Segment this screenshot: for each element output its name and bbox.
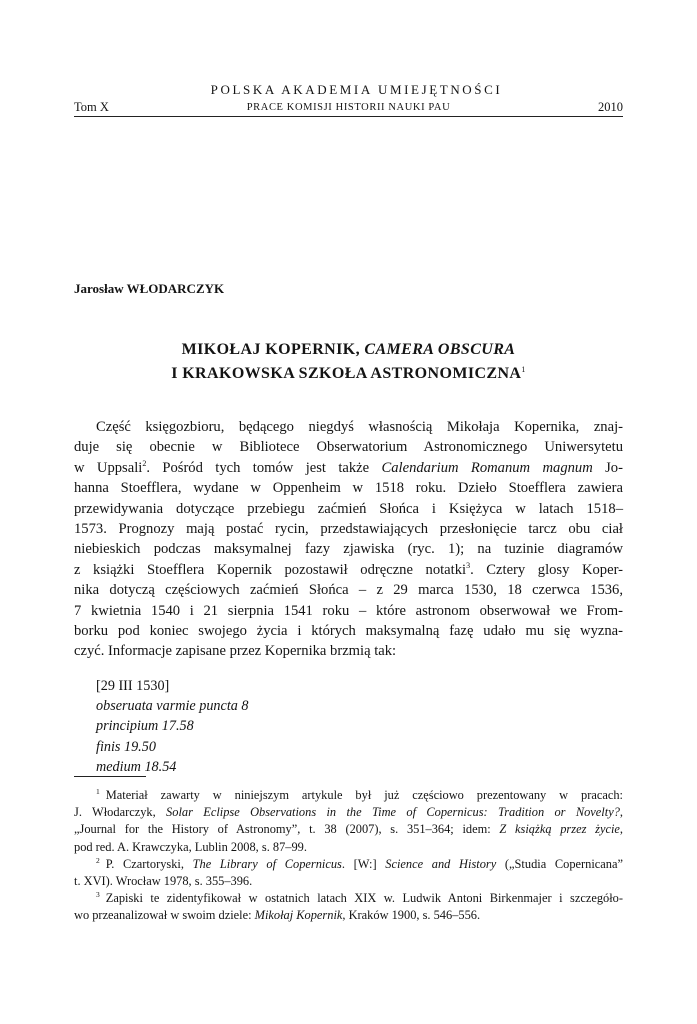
text-line <box>74 560 623 580</box>
header-rule <box>74 116 623 117</box>
footnote-3 <box>74 890 623 907</box>
text-run: Materiał zawarty w niniejszym artykule był już częściowo prezentowany w pracach: <box>105 788 623 802</box>
publisher-name: POLSKA AKADEMIA UMIEJĘTNOŚCI <box>210 82 503 97</box>
cited-title: Mikołaj Kopernik <box>254 908 343 923</box>
footnote-1 <box>74 787 623 804</box>
text-run: z książki Stoefflera Kopernik pozostawił odręczne notatki <box>74 561 467 578</box>
footnotes <box>74 787 623 925</box>
footnote-line <box>74 907 623 924</box>
title-text: I KRAKOWSKA SZKOŁA ASTRONOMICZNA <box>171 365 522 382</box>
text-run: , Kraków 1900, s. 546–556. <box>342 908 481 923</box>
footnote-number: 3 <box>96 890 100 900</box>
text-line: Część księgozbioru, będącego niegdyś własnością Mikołaja Kopernika, znaj- <box>96 419 623 435</box>
text-line: czyć. Informacje zapisane przez Kopernika brzmią tak: <box>74 643 397 660</box>
footnote-2 <box>74 856 623 873</box>
footnote-line <box>74 821 623 838</box>
text-run: wo przeanalizował w swoim dziele: <box>74 908 255 923</box>
article-title <box>74 340 623 384</box>
note-line: medium 18.54 <box>96 758 177 775</box>
copernicus-notes <box>96 676 249 777</box>
footnote-ref[interactable]: 2 <box>142 458 147 468</box>
running-header <box>74 99 623 116</box>
footnote-line <box>74 804 623 821</box>
title-line-2 <box>74 360 623 384</box>
text-run: („Studia Copernicana” <box>496 856 623 871</box>
text-run: „Journal for the History of Astronomy”, t. 38 (2007), s. 351–364; idem: <box>74 822 500 837</box>
book-title: Calendarium Romanum magnum <box>381 459 593 476</box>
footnote-separator <box>74 776 146 777</box>
title-line-1 <box>74 340 623 360</box>
footnote-number: 1 <box>96 787 100 796</box>
title-text: MIKOŁAJ KOPERNIK, <box>181 341 365 358</box>
text-line <box>74 458 623 478</box>
text-run: P. Czartoryski, <box>105 856 193 871</box>
text-line: hanna Stoefflera, wydane w Oppenheim w 1518 roku. Dzieło Stoefflera zawiera <box>74 480 623 497</box>
note-line: obseruata varmie puncta 8 <box>96 698 249 715</box>
author-name: Jarosław WŁODARCZYK <box>74 281 225 296</box>
footnote-number: 2 <box>96 855 100 865</box>
footnote-ref[interactable]: 1 <box>521 365 526 374</box>
cited-title: The Library of Copernicus <box>192 856 342 871</box>
text-run: , <box>619 805 623 820</box>
text-line: borku pod koniec swojego życia i których maksymalną fazę udało mu się wyzna- <box>74 623 623 640</box>
cited-title: Z książką przez życie <box>499 822 620 837</box>
series-name: PRACE KOMISJI HISTORII NAUKI PAU <box>246 102 451 113</box>
text-run: , <box>619 822 623 837</box>
text-line: przewidywania dotyczące przebiegu zaćmień Słońca i Księżyca w latach 1518– <box>74 500 623 517</box>
text-line: duje się obecnie w Bibliotece Obserwatorium Astronomicznego Uniwersytetu <box>74 439 623 456</box>
text-run: . Cztery glosy Koper- <box>470 561 624 578</box>
text-line: nika dotyczą częściowych zaćmień Słońca – z 29 marca 1530, 18 czerwca 1536, <box>74 582 623 599</box>
text-line: 7 kwietnia 1540 i 21 sierpnia 1541 roku – które astronom obserwował we From- <box>74 602 623 619</box>
text-run: Jo- <box>592 459 623 476</box>
body-paragraph <box>74 417 623 662</box>
footnote-line: t. XVI). Wrocław 1978, s. 355–396. <box>74 874 253 889</box>
footnote-line: pod red. A. Krawczyka, Lublin 2008, s. 87–99. <box>74 839 307 854</box>
text-run: Zapiski te zidentyfikował w ostatnich latach XIX w. Ludwik Antoni Birkenmajer i szczegóło- <box>105 891 623 906</box>
cited-title: Science and History <box>385 856 497 871</box>
text-run: w Uppsali <box>74 459 143 476</box>
text-run: J. Włodarczyk, <box>74 805 167 820</box>
cited-title: Solar Eclipse Observations in the Time of Copernicus: Tradition or Novelty? <box>166 805 620 820</box>
volume-label: Tom X <box>74 100 109 114</box>
title-italic: CAMERA OBSCURA <box>364 341 516 358</box>
text-run: . [W:] <box>341 856 386 871</box>
publication-year: 2010 <box>598 100 623 114</box>
text-line: niebieskich podczas maksymalnej fazy zjawiska (ryc. 1); na tuzinie diagramów <box>74 541 623 558</box>
note-line: finis 19.50 <box>96 738 156 755</box>
footnote-ref[interactable]: 3 <box>466 560 471 570</box>
note-line: principium 17.58 <box>96 718 194 735</box>
note-date: [29 III 1530] <box>96 678 170 694</box>
text-line: 1573. Prognozy mają postać rycin, przedstawiających przesłonięcie tarcz obu ciał <box>74 521 623 538</box>
text-run: . Pośród tych tomów jest także <box>146 459 382 476</box>
